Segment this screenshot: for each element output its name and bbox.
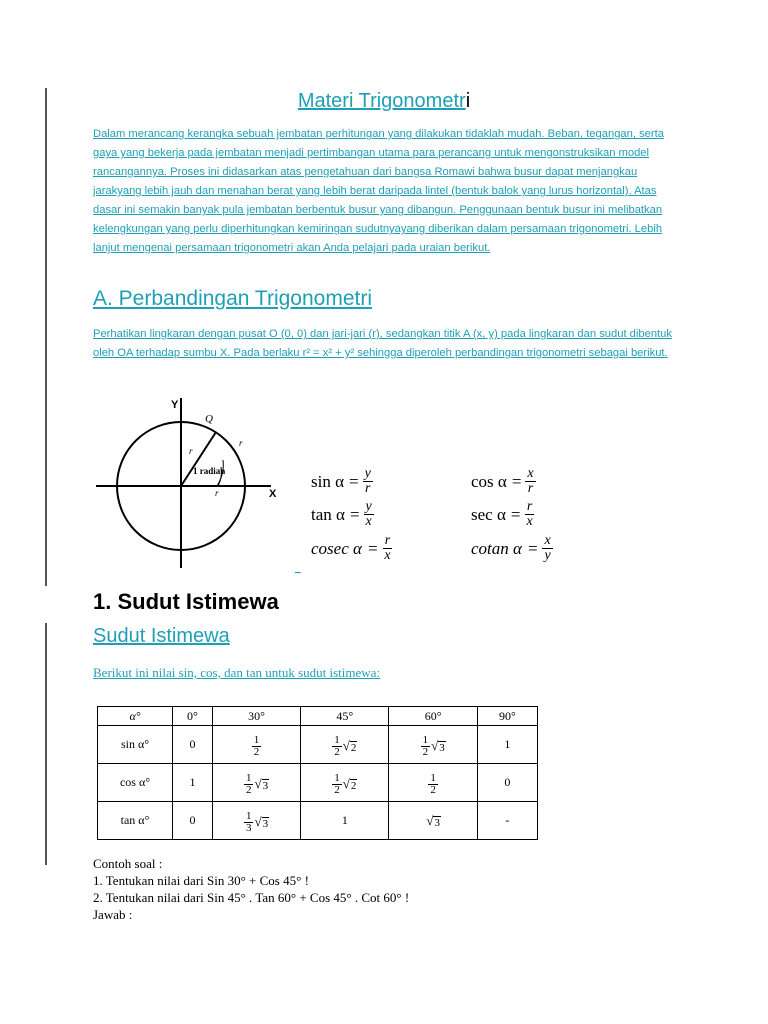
table-cell: $\frac{1}{2}$ √ 3 (389, 726, 477, 764)
table-cell: 0 (173, 726, 213, 764)
formula-cotan-label: cotan α (471, 538, 522, 558)
example-question-2: 2. Tentukan nilai dari Sin 45° . Tan 60° + Cos 45° . Cot 60° ! (93, 890, 410, 905)
table-cell: $\frac{1}{2}$ (212, 726, 300, 764)
table-cell: $\frac{1}{2}$ √ 3 (212, 764, 300, 802)
row-label-tan: tan α° (98, 802, 173, 840)
example-question-1: 1. Tentukan nilai dari Sin 30° + Cos 45° ! (93, 873, 309, 888)
table-cell: $\frac{1}{2}$ (389, 764, 477, 802)
table-header-row (98, 707, 538, 726)
page-title (0, 88, 768, 114)
formula-cos: cos α = $\frac{x}{r}$ (471, 466, 534, 496)
row-label-cos: cos α° (98, 764, 173, 802)
formula-sin-label: sin α (311, 471, 344, 491)
table-cell: √ 3 (389, 802, 477, 840)
formula-cosec: cosec α = $\frac{r}{x}$ (311, 533, 391, 563)
example-label: Contoh soal : (93, 856, 163, 871)
intro-paragraph[interactable]: Dalam merancang kerangka sebuah jembatan perhitungan yang dilakukan tidaklah mudah. Beban, tegangan, serta gaya yang bekerja pada jembatan menjadi pertimbangan utama para perancang untuk mengonstruksikan model rancangannya. Proses ini didasarkan atas pengetahuan dari bangsa Romawi bahwa busur dapat menjangkau jarakyang lebih jauh dan menahan berat yang lebih berat daripada lintel (bentuk balok yang lurus horizontal). Atas dasar ini semakin banyak pula jembatan berbentuk busur yang dibangun. Penggunaan bentuk busur ini melibatkan kelengkungan yang perlu diperhitungkan kemiringan sudutnyayang diberikan dalam persamaan trigonometri. Lebih lanjut mengenai persamaan trigonometri akan Anda pelajari pada uraian berikut. (93, 128, 664, 254)
example-answer-label: Jawab : (93, 907, 133, 922)
section-heading-a[interactable]: A. Perbandingan Trigonometri (93, 287, 372, 310)
formula-tan: tan α = $\frac{y}{x}$ (311, 499, 372, 529)
table-cell: 1 (301, 802, 389, 840)
section-heading-sudut-istimewa: 1. Sudut Istimewa (93, 589, 279, 614)
subheading-link[interactable]: Sudut Istimewa (93, 625, 230, 647)
formula-cos-label: cos α (471, 471, 507, 491)
left-margin-rule-top (45, 88, 47, 586)
angle-label: 1 radian (193, 466, 226, 476)
unit-circle-figure (93, 390, 293, 570)
table-cell: 0 (173, 802, 213, 840)
table-row-sin (98, 726, 538, 764)
formula-sec-label: sec α (471, 504, 506, 524)
table-cell: $\frac{1}{2}$ √ 2 (301, 764, 389, 802)
table-header-cell: α° (98, 707, 173, 726)
table-cell: $\frac{1}{3}$ √ 3 (212, 802, 300, 840)
formula-sec: sec α = $\frac{r}{x}$ (471, 499, 533, 529)
point-label: Q (205, 413, 213, 425)
table-header-cell: 60° (389, 707, 477, 726)
table-row-cos (98, 764, 538, 802)
formula-cotan: cotan α = $\frac{x}{y}$ (471, 533, 551, 563)
left-margin-rule-bottom (45, 623, 47, 865)
radius-line (181, 432, 216, 486)
table-cell: 1 (477, 726, 537, 764)
special-angle-table (97, 706, 538, 840)
row-label-sin: sin α° (98, 726, 173, 764)
table-cell: $\frac{1}{2}$ √ 2 (301, 726, 389, 764)
radius-label-arc: r (239, 438, 243, 448)
formula-tan-label: tan α (311, 504, 345, 524)
table-cell: 1 (173, 764, 213, 802)
table-cell: 0 (477, 764, 537, 802)
table-header-cell: 90° (477, 707, 537, 726)
table-intro[interactable]: Berikut ini nilai sin, cos, dan tan untuk sudut istimewa: (93, 665, 381, 680)
radius-label-inner: r (189, 446, 193, 456)
trig-ratio-formulas (308, 462, 608, 574)
radius-label-axis: r (215, 488, 219, 498)
x-axis-label: X (269, 488, 277, 500)
table-header-cell: 30° (212, 707, 300, 726)
table-header-cell: 0° (173, 707, 213, 726)
formula-cosec-label: cosec α (311, 538, 362, 558)
table-cell: - (477, 802, 537, 840)
table-row-tan (98, 802, 538, 840)
formula-sin: sin α = $\frac{y}{r}$ (311, 466, 371, 496)
title-link[interactable]: Materi Trigonometr (297, 90, 466, 112)
y-axis-label: Y (171, 399, 179, 411)
circle-paragraph[interactable]: Perhatikan lingkaran dengan pusat O (0, 0) dan jari-jari (r), sedangkan titik A (x, y) pada lingkaran dan sudut dibentuk oleh OA terhadap sumbu X. Pada berlaku r² = x² + y² sehingga diperoleh perbandingan trigonometri sebagai berikut. (93, 328, 672, 359)
example-block (93, 855, 409, 923)
table-header-cell: 45° (301, 707, 389, 726)
figure-link[interactable]: _ (295, 563, 301, 574)
title-tail: i (465, 90, 471, 112)
